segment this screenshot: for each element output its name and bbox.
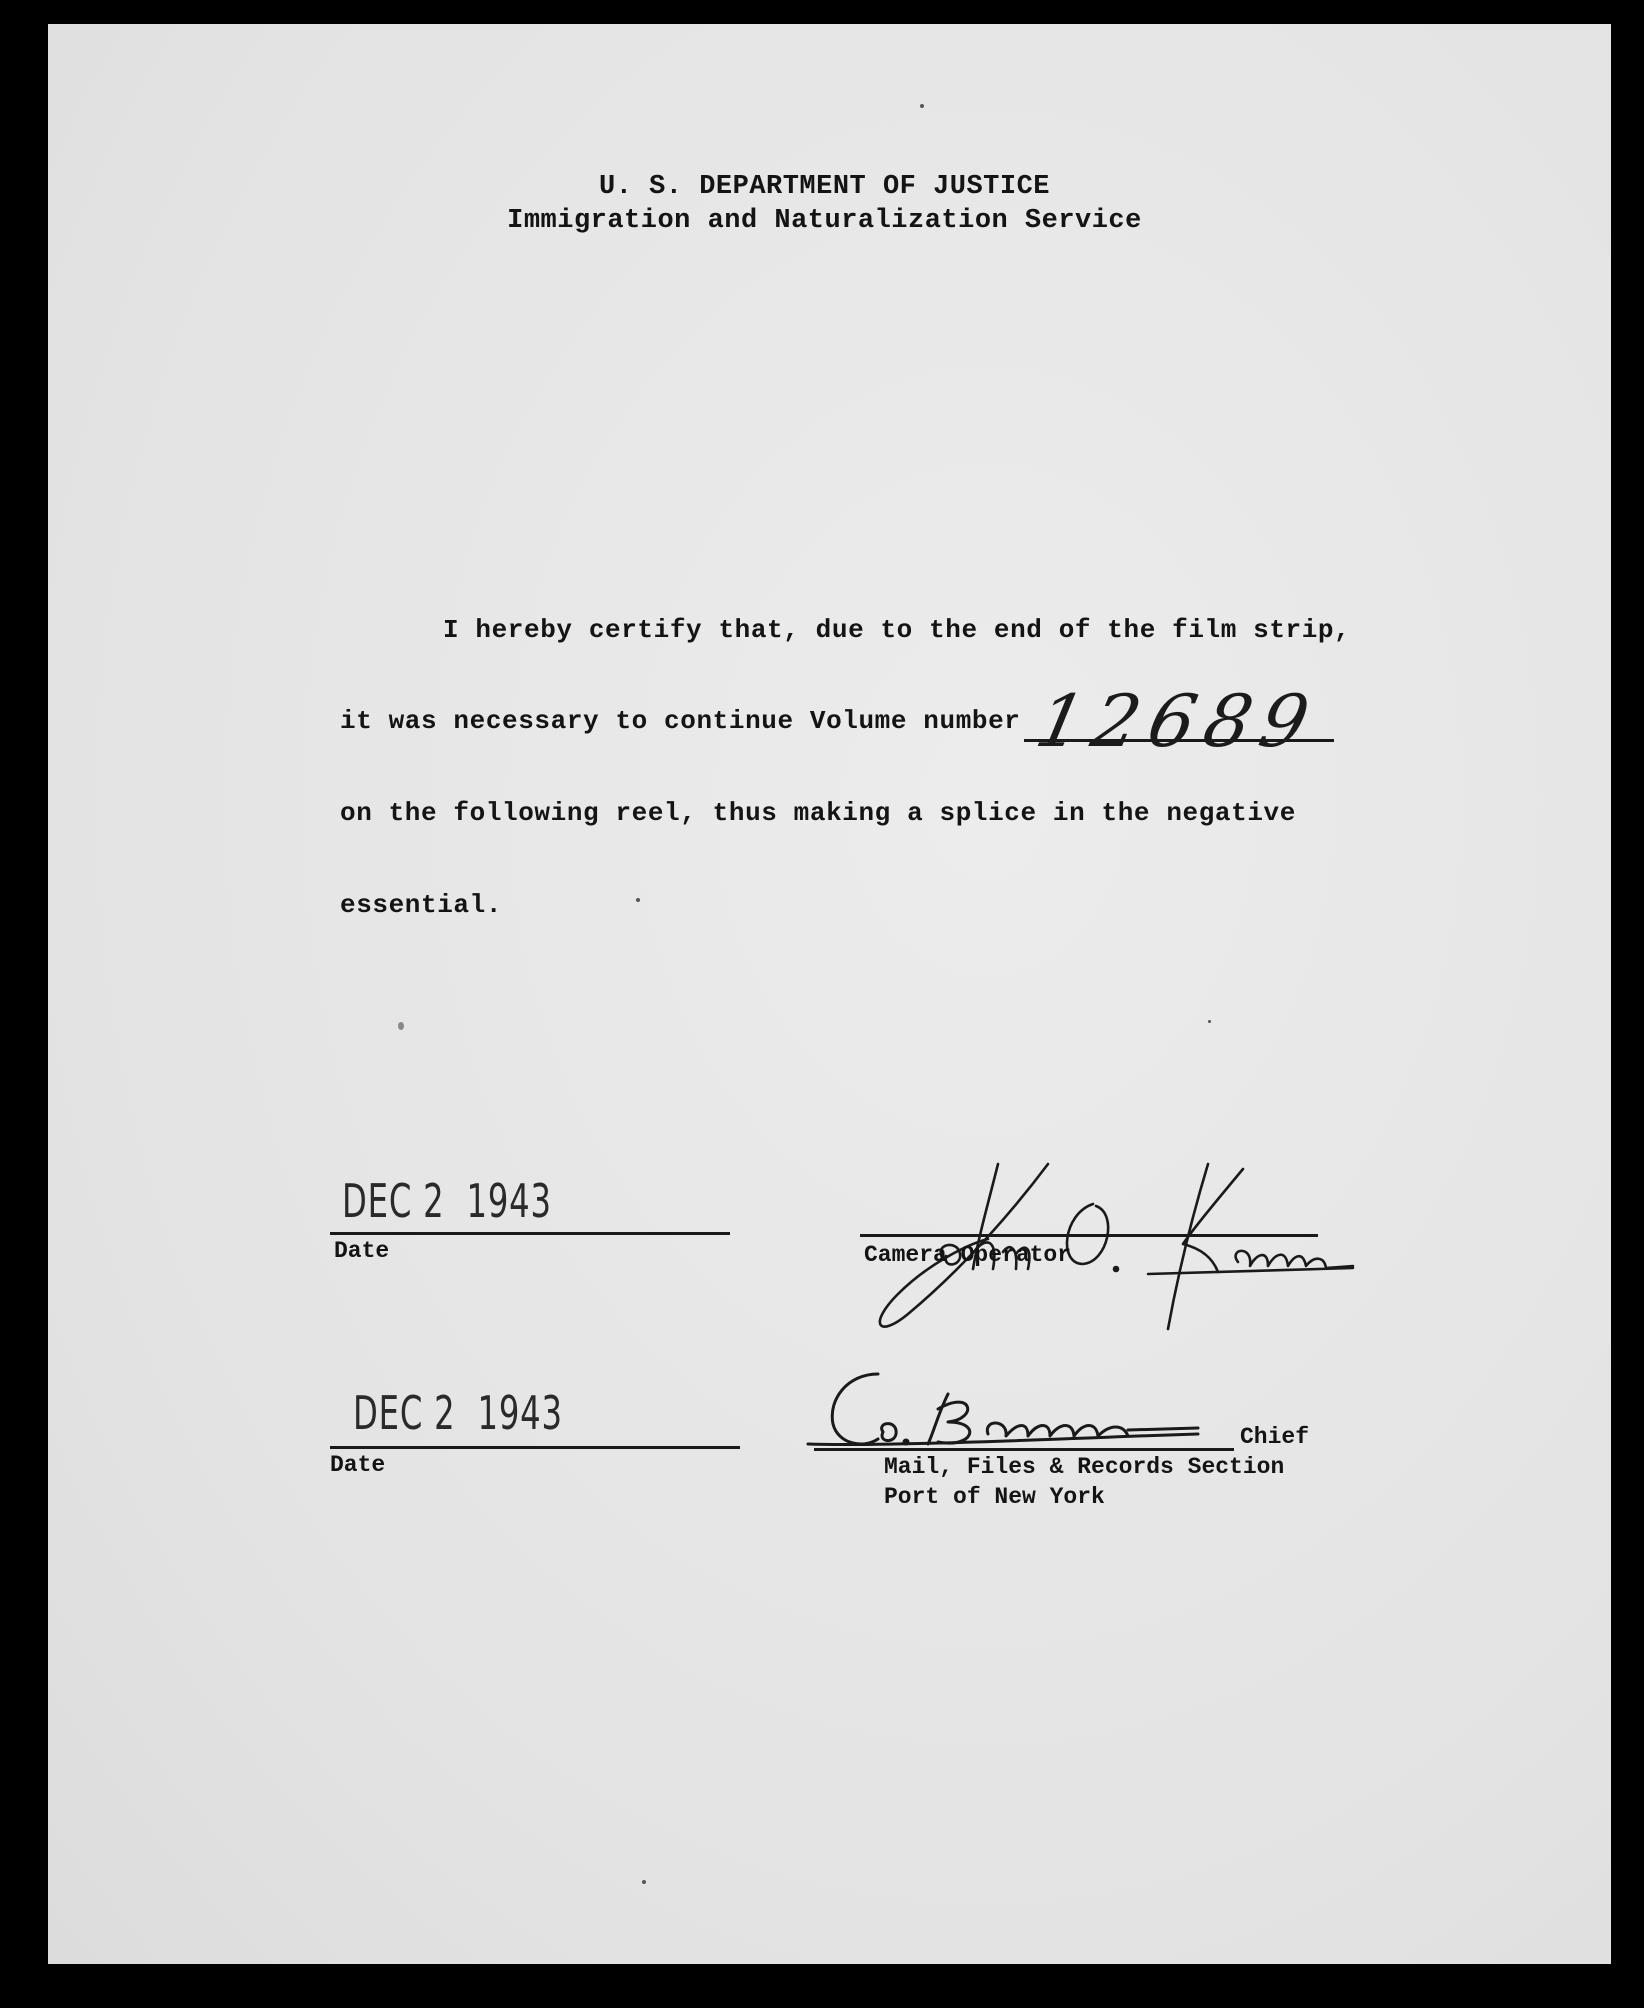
dust-speck (636, 898, 640, 902)
certificate-line-4: essential. (340, 890, 503, 920)
date-stamp-camera: DEC 2 1943 (342, 1174, 552, 1228)
date-label-chief: Date (330, 1452, 386, 1478)
chief-title: Chief (1240, 1424, 1310, 1450)
dust-speck (920, 104, 924, 108)
date-stamp-chief: DEC 2 1943 (353, 1386, 563, 1440)
certificate-line-2: it was necessary to continue Volume number (340, 706, 1021, 736)
camera-operator-title: Camera Operator (864, 1242, 1072, 1268)
chief-section-title: Mail, Files & Records Section (884, 1454, 1285, 1480)
dust-speck (1208, 1020, 1211, 1023)
date-label-camera: Date (334, 1238, 390, 1264)
camera-operator-line (860, 1234, 1318, 1237)
date-line-camera (330, 1232, 730, 1235)
dust-speck (398, 1022, 404, 1030)
certificate-line-1: I hereby certify that, due to the end of the film strip, (443, 615, 1351, 645)
service-heading: Immigration and Naturalization Service (507, 206, 1142, 236)
chief-port-title: Port of New York (884, 1484, 1105, 1510)
agency-heading: U. S. DEPARTMENT OF JUSTICE (599, 172, 1050, 202)
document-page (48, 24, 1611, 1964)
certificate-line-3: on the following reel, thus making a splice in the negative (340, 798, 1296, 828)
volume-number-handwritten: 12689 (1029, 679, 1326, 763)
date-line-chief (330, 1446, 740, 1449)
chief-signature-line (814, 1448, 1234, 1451)
dust-speck (642, 1880, 646, 1884)
